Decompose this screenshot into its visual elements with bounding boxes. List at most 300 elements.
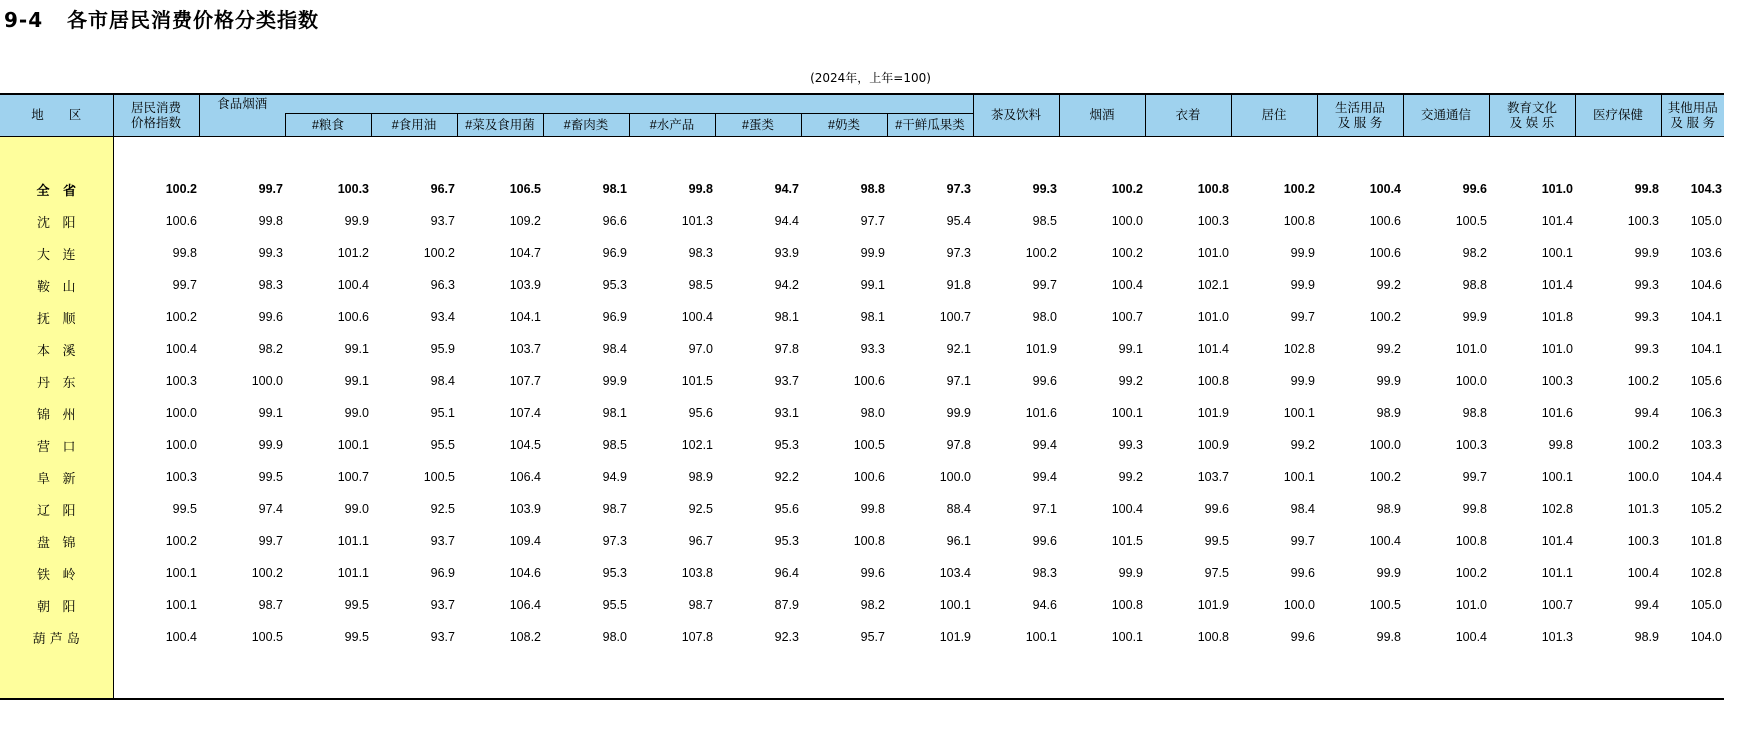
value-cell: 96.7 bbox=[430, 182, 455, 196]
value-cell: 97.0 bbox=[688, 342, 713, 356]
table-row bbox=[0, 557, 1724, 589]
value-cell: 100.8 bbox=[1197, 182, 1229, 196]
table-row bbox=[0, 429, 1724, 461]
value-cell: 100.6 bbox=[1369, 214, 1401, 228]
value-cell: 101.0 bbox=[1197, 246, 1229, 260]
value-cell: 100.3 bbox=[1455, 438, 1487, 452]
value-cell: 93.1 bbox=[774, 406, 799, 420]
header-food-sub-3: #畜肉类 bbox=[543, 114, 629, 137]
spacer-row bbox=[0, 137, 1724, 174]
value-cell: 98.2 bbox=[258, 342, 283, 356]
value-cell: 99.4 bbox=[1634, 598, 1659, 612]
value-cell: 93.3 bbox=[860, 342, 885, 356]
region-cell: 葫 芦 岛 bbox=[0, 621, 113, 653]
value-cell: 103.3 bbox=[1690, 438, 1722, 452]
header-after-2: 衣着 bbox=[1145, 94, 1231, 137]
header-food-sub-7: #干鲜瓜果类 bbox=[887, 114, 973, 137]
value-cell: 99.9 bbox=[1462, 310, 1487, 324]
value-cell: 98.7 bbox=[602, 502, 627, 516]
value-cell: 100.6 bbox=[853, 470, 885, 484]
table-row bbox=[0, 269, 1724, 301]
value-cell: 100.8 bbox=[1197, 374, 1229, 388]
value-cell: 98.9 bbox=[1634, 630, 1659, 644]
value-cell: 100.7 bbox=[337, 470, 369, 484]
value-cell: 101.1 bbox=[337, 566, 369, 580]
value-cell: 99.1 bbox=[258, 406, 283, 420]
value-cell: 98.9 bbox=[688, 470, 713, 484]
value-cell: 98.1 bbox=[602, 406, 627, 420]
value-cell: 99.3 bbox=[1032, 182, 1057, 196]
value-cell: 95.6 bbox=[688, 406, 713, 420]
value-cell: 100.6 bbox=[1369, 246, 1401, 260]
value-cell: 103.9 bbox=[509, 278, 541, 292]
value-cell: 100.8 bbox=[1197, 630, 1229, 644]
value-cell: 95.3 bbox=[774, 438, 799, 452]
value-cell: 106.4 bbox=[509, 598, 541, 612]
value-cell: 97.8 bbox=[774, 342, 799, 356]
value-cell: 100.1 bbox=[165, 598, 197, 612]
table-row bbox=[0, 621, 1724, 653]
value-cell: 101.2 bbox=[337, 246, 369, 260]
value-cell: 99.5 bbox=[258, 470, 283, 484]
value-cell: 98.8 bbox=[1462, 278, 1487, 292]
value-cell: 102.8 bbox=[1690, 566, 1722, 580]
region-cell: 铁 岭 bbox=[0, 557, 113, 589]
value-cell: 92.5 bbox=[430, 502, 455, 516]
value-cell: 98.7 bbox=[688, 598, 713, 612]
value-cell: 100.1 bbox=[165, 566, 197, 580]
value-cell: 98.3 bbox=[688, 246, 713, 260]
value-cell: 99.0 bbox=[344, 406, 369, 420]
region-bottom-spacer bbox=[0, 653, 113, 699]
value-cell: 98.0 bbox=[860, 406, 885, 420]
header-food-sub-6: #奶类 bbox=[801, 114, 887, 137]
value-cell: 100.1 bbox=[337, 438, 369, 452]
value-cell: 99.4 bbox=[1032, 470, 1057, 484]
value-cell: 99.7 bbox=[1462, 470, 1487, 484]
value-cell: 99.8 bbox=[258, 214, 283, 228]
region-cell: 鞍 山 bbox=[0, 269, 113, 301]
value-cell: 104.6 bbox=[1690, 278, 1722, 292]
value-cell: 99.9 bbox=[1290, 246, 1315, 260]
value-cell: 101.6 bbox=[1025, 406, 1057, 420]
value-cell: 98.0 bbox=[1032, 310, 1057, 324]
value-cell: 100.4 bbox=[1369, 534, 1401, 548]
value-cell: 108.2 bbox=[509, 630, 541, 644]
value-cell: 101.8 bbox=[1541, 310, 1573, 324]
value-cell: 107.4 bbox=[509, 406, 541, 420]
value-cell: 104.7 bbox=[509, 246, 541, 260]
header-food-sub-1: #食用油 bbox=[371, 114, 457, 137]
value-cell: 100.2 bbox=[423, 246, 455, 260]
region-cell: 丹 东 bbox=[0, 365, 113, 397]
region-cell: 锦 州 bbox=[0, 397, 113, 429]
value-cell: 97.1 bbox=[946, 374, 971, 388]
value-cell: 100.7 bbox=[939, 310, 971, 324]
value-cell: 98.4 bbox=[430, 374, 455, 388]
value-cell: 99.9 bbox=[1290, 374, 1315, 388]
table-row bbox=[0, 333, 1724, 365]
value-cell: 100.3 bbox=[337, 182, 369, 196]
value-cell: 98.1 bbox=[774, 310, 799, 324]
value-cell: 99.6 bbox=[1032, 534, 1057, 548]
value-cell: 104.4 bbox=[1690, 470, 1722, 484]
value-cell: 92.1 bbox=[946, 342, 971, 356]
header-after-4: 生活用品 及 服 务 bbox=[1317, 94, 1403, 137]
value-cell: 100.0 bbox=[1369, 438, 1401, 452]
value-cell: 99.6 bbox=[860, 566, 885, 580]
value-cell: 99.1 bbox=[1118, 342, 1143, 356]
value-cell: 99.3 bbox=[1118, 438, 1143, 452]
region-cell: 阜 新 bbox=[0, 461, 113, 493]
value-cell: 100.0 bbox=[165, 438, 197, 452]
value-cell: 99.9 bbox=[860, 246, 885, 260]
value-cell: 100.4 bbox=[681, 310, 713, 324]
value-cell: 96.9 bbox=[602, 310, 627, 324]
value-cell: 100.2 bbox=[1111, 182, 1143, 196]
bottom-spacer-cell bbox=[113, 653, 1724, 699]
value-cell: 95.4 bbox=[946, 214, 971, 228]
value-cell: 99.3 bbox=[258, 246, 283, 260]
value-cell: 99.8 bbox=[1548, 438, 1573, 452]
value-cell: 100.2 bbox=[1627, 374, 1659, 388]
value-cell: 99.2 bbox=[1118, 470, 1143, 484]
table-row bbox=[0, 397, 1724, 429]
spacer-cell bbox=[113, 137, 1724, 174]
header-food-sub-2: #菜及食用菌 bbox=[457, 114, 543, 137]
value-cell: 107.7 bbox=[509, 374, 541, 388]
value-cell: 98.3 bbox=[1032, 566, 1057, 580]
value-cell: 99.7 bbox=[1290, 534, 1315, 548]
value-cell: 101.6 bbox=[1541, 406, 1573, 420]
value-cell: 100.3 bbox=[1627, 534, 1659, 548]
value-cell: 100.0 bbox=[251, 374, 283, 388]
value-cell: 97.3 bbox=[602, 534, 627, 548]
value-cell: 100.1 bbox=[1283, 470, 1315, 484]
value-cell: 99.3 bbox=[1634, 310, 1659, 324]
value-cell: 99.5 bbox=[344, 598, 369, 612]
value-cell: 100.4 bbox=[1627, 566, 1659, 580]
value-cell: 100.5 bbox=[423, 470, 455, 484]
value-cell: 100.0 bbox=[1627, 470, 1659, 484]
value-cell: 101.0 bbox=[1455, 598, 1487, 612]
value-cell: 104.3 bbox=[1690, 182, 1722, 196]
value-cell: 100.7 bbox=[1541, 598, 1573, 612]
value-cell: 100.1 bbox=[1541, 470, 1573, 484]
value-cell: 99.7 bbox=[1290, 310, 1315, 324]
value-cell: 99.8 bbox=[1634, 182, 1659, 196]
value-cell: 99.9 bbox=[1634, 246, 1659, 260]
value-cell: 102.1 bbox=[681, 438, 713, 452]
value-cell: 100.8 bbox=[1111, 598, 1143, 612]
header-food: 食品烟酒 bbox=[199, 94, 285, 114]
value-cell: 102.8 bbox=[1541, 502, 1573, 516]
value-cell: 99.8 bbox=[860, 502, 885, 516]
value-cell: 100.5 bbox=[1455, 214, 1487, 228]
value-cell: 95.3 bbox=[602, 566, 627, 580]
value-cell: 101.1 bbox=[1541, 566, 1573, 580]
value-cell: 99.7 bbox=[258, 182, 283, 196]
header-after-6: 教育文化 及 娱 乐 bbox=[1489, 94, 1575, 137]
value-cell: 101.0 bbox=[1541, 342, 1573, 356]
value-cell: 104.5 bbox=[509, 438, 541, 452]
value-cell: 97.7 bbox=[860, 214, 885, 228]
value-cell: 100.2 bbox=[1455, 566, 1487, 580]
value-cell: 103.6 bbox=[1690, 246, 1722, 260]
table-row-total bbox=[0, 173, 1724, 205]
value-cell: 87.9 bbox=[774, 598, 799, 612]
header-after-5: 交通通信 bbox=[1403, 94, 1489, 137]
value-cell: 99.8 bbox=[172, 246, 197, 260]
value-cell: 98.1 bbox=[602, 182, 627, 196]
value-cell: 98.5 bbox=[1032, 214, 1057, 228]
value-cell: 100.1 bbox=[1541, 246, 1573, 260]
value-cell: 99.9 bbox=[602, 374, 627, 388]
value-cell: 105.0 bbox=[1690, 598, 1722, 612]
region-cell: 营 口 bbox=[0, 429, 113, 461]
value-cell: 99.6 bbox=[1290, 630, 1315, 644]
header-after-1: 烟酒 bbox=[1059, 94, 1145, 137]
table-row bbox=[0, 493, 1724, 525]
value-cell: 99.0 bbox=[344, 502, 369, 516]
value-cell: 109.2 bbox=[509, 214, 541, 228]
value-cell: 96.1 bbox=[946, 534, 971, 548]
value-cell: 94.2 bbox=[774, 278, 799, 292]
value-cell: 91.8 bbox=[946, 278, 971, 292]
value-cell: 93.4 bbox=[430, 310, 455, 324]
value-cell: 100.3 bbox=[165, 470, 197, 484]
value-cell: 98.5 bbox=[602, 438, 627, 452]
value-cell: 105.6 bbox=[1690, 374, 1722, 388]
value-cell: 100.2 bbox=[1369, 310, 1401, 324]
value-cell: 99.2 bbox=[1376, 342, 1401, 356]
value-cell: 106.3 bbox=[1690, 406, 1722, 420]
value-cell: 109.4 bbox=[509, 534, 541, 548]
value-cell: 92.5 bbox=[688, 502, 713, 516]
value-cell: 99.2 bbox=[1290, 438, 1315, 452]
value-cell: 101.0 bbox=[1541, 182, 1573, 196]
value-cell: 99.5 bbox=[172, 502, 197, 516]
value-cell: 99.4 bbox=[1634, 406, 1659, 420]
value-cell: 101.9 bbox=[939, 630, 971, 644]
value-cell: 104.6 bbox=[509, 566, 541, 580]
region-spacer bbox=[0, 137, 113, 174]
value-cell: 100.2 bbox=[165, 310, 197, 324]
value-cell: 100.1 bbox=[1111, 630, 1143, 644]
value-cell: 98.4 bbox=[1290, 502, 1315, 516]
table-row bbox=[0, 525, 1724, 557]
value-cell: 99.5 bbox=[344, 630, 369, 644]
value-cell: 98.0 bbox=[602, 630, 627, 644]
value-cell: 100.2 bbox=[1025, 246, 1057, 260]
value-cell: 101.0 bbox=[1197, 310, 1229, 324]
value-cell: 97.3 bbox=[946, 246, 971, 260]
region-cell: 本 溪 bbox=[0, 333, 113, 365]
value-cell: 100.4 bbox=[1111, 278, 1143, 292]
value-cell: 100.2 bbox=[1627, 438, 1659, 452]
value-cell: 92.2 bbox=[774, 470, 799, 484]
value-cell: 99.3 bbox=[1634, 278, 1659, 292]
header-row-main bbox=[0, 94, 1724, 114]
value-cell: 100.5 bbox=[853, 438, 885, 452]
value-cell: 100.2 bbox=[165, 534, 197, 548]
value-cell: 104.1 bbox=[1690, 310, 1722, 324]
value-cell: 101.9 bbox=[1025, 342, 1057, 356]
value-cell: 99.9 bbox=[1118, 566, 1143, 580]
value-cell: 96.9 bbox=[430, 566, 455, 580]
value-cell: 100.2 bbox=[1369, 470, 1401, 484]
header-region: 地 区 bbox=[0, 94, 113, 137]
value-cell: 99.4 bbox=[1032, 438, 1057, 452]
value-cell: 100.2 bbox=[251, 566, 283, 580]
value-cell: 99.8 bbox=[1376, 630, 1401, 644]
value-cell: 99.7 bbox=[258, 534, 283, 548]
value-cell: 101.0 bbox=[1455, 342, 1487, 356]
header-cpi: 居民消费 价格指数 bbox=[113, 94, 199, 137]
unit-note bbox=[0, 69, 1747, 86]
value-cell: 100.3 bbox=[1197, 214, 1229, 228]
value-cell: 96.6 bbox=[602, 214, 627, 228]
region-cell: 全 省 bbox=[0, 173, 113, 205]
value-cell: 103.9 bbox=[509, 502, 541, 516]
region-cell: 辽 阳 bbox=[0, 493, 113, 525]
value-cell: 97.4 bbox=[258, 502, 283, 516]
header-food-spacer bbox=[285, 94, 973, 114]
value-cell: 95.3 bbox=[602, 278, 627, 292]
value-cell: 101.5 bbox=[1111, 534, 1143, 548]
value-cell: 95.7 bbox=[860, 630, 885, 644]
value-cell: 100.4 bbox=[165, 630, 197, 644]
table-row bbox=[0, 365, 1724, 397]
value-cell: 94.9 bbox=[602, 470, 627, 484]
value-cell: 100.1 bbox=[1283, 406, 1315, 420]
table-row bbox=[0, 461, 1724, 493]
region-cell: 抚 顺 bbox=[0, 301, 113, 333]
value-cell: 98.9 bbox=[1376, 502, 1401, 516]
value-cell: 97.5 bbox=[1204, 566, 1229, 580]
value-cell: 98.9 bbox=[1376, 406, 1401, 420]
header-food-sub-5: #蛋类 bbox=[715, 114, 801, 137]
value-cell: 97.8 bbox=[946, 438, 971, 452]
value-cell: 101.8 bbox=[1690, 534, 1722, 548]
table-row bbox=[0, 589, 1724, 621]
value-cell: 99.2 bbox=[1376, 278, 1401, 292]
value-cell: 100.2 bbox=[1111, 246, 1143, 260]
value-cell: 105.2 bbox=[1690, 502, 1722, 516]
value-cell: 99.1 bbox=[860, 278, 885, 292]
value-cell: 105.0 bbox=[1690, 214, 1722, 228]
value-cell: 99.9 bbox=[946, 406, 971, 420]
value-cell: 99.1 bbox=[344, 342, 369, 356]
value-cell: 101.4 bbox=[1541, 278, 1573, 292]
table-body bbox=[0, 137, 1724, 700]
value-cell: 103.4 bbox=[939, 566, 971, 580]
value-cell: 95.5 bbox=[430, 438, 455, 452]
value-cell: 100.6 bbox=[165, 214, 197, 228]
value-cell: 101.5 bbox=[681, 374, 713, 388]
value-cell: 99.6 bbox=[1032, 374, 1057, 388]
value-cell: 99.7 bbox=[1032, 278, 1057, 292]
region-cell: 朝 阳 bbox=[0, 589, 113, 621]
value-cell: 95.3 bbox=[774, 534, 799, 548]
value-cell: 99.2 bbox=[1118, 374, 1143, 388]
value-cell: 103.8 bbox=[681, 566, 713, 580]
value-cell: 100.1 bbox=[939, 598, 971, 612]
value-cell: 100.3 bbox=[1627, 214, 1659, 228]
value-cell: 98.8 bbox=[1462, 406, 1487, 420]
value-cell: 101.1 bbox=[337, 534, 369, 548]
value-cell: 100.4 bbox=[165, 342, 197, 356]
value-cell: 99.8 bbox=[688, 182, 713, 196]
value-cell: 100.2 bbox=[165, 182, 197, 196]
value-cell: 94.6 bbox=[1032, 598, 1057, 612]
value-cell: 100.0 bbox=[1283, 598, 1315, 612]
value-cell: 99.6 bbox=[1462, 182, 1487, 196]
value-cell: 101.3 bbox=[681, 214, 713, 228]
value-cell: 93.7 bbox=[430, 598, 455, 612]
value-cell: 107.8 bbox=[681, 630, 713, 644]
table-row bbox=[0, 301, 1724, 333]
value-cell: 100.9 bbox=[1197, 438, 1229, 452]
region-cell: 大 连 bbox=[0, 237, 113, 269]
value-cell: 95.1 bbox=[430, 406, 455, 420]
value-cell: 98.2 bbox=[1462, 246, 1487, 260]
table-row bbox=[0, 205, 1724, 237]
value-cell: 98.5 bbox=[688, 278, 713, 292]
value-cell: 100.0 bbox=[1455, 374, 1487, 388]
value-cell: 99.9 bbox=[258, 438, 283, 452]
region-cell: 沈 阳 bbox=[0, 205, 113, 237]
header-food-blank bbox=[199, 114, 285, 137]
region-cell: 盘 锦 bbox=[0, 525, 113, 557]
value-cell: 100.1 bbox=[1111, 406, 1143, 420]
value-cell: 93.7 bbox=[430, 534, 455, 548]
value-cell: 100.8 bbox=[1455, 534, 1487, 548]
header-after-7: 医疗保健 bbox=[1575, 94, 1661, 137]
header-food-sub-0: #粮食 bbox=[285, 114, 371, 137]
value-cell: 96.7 bbox=[688, 534, 713, 548]
value-cell: 100.4 bbox=[1111, 502, 1143, 516]
value-cell: 99.9 bbox=[1376, 374, 1401, 388]
value-cell: 100.4 bbox=[337, 278, 369, 292]
header-food-sub-4: #水产品 bbox=[629, 114, 715, 137]
value-cell: 98.4 bbox=[602, 342, 627, 356]
value-cell: 106.4 bbox=[509, 470, 541, 484]
value-cell: 99.9 bbox=[344, 214, 369, 228]
value-cell: 103.7 bbox=[1197, 470, 1229, 484]
header-after-8: 其他用品 及 服 务 bbox=[1661, 94, 1724, 137]
bottom-spacer-row bbox=[0, 653, 1724, 699]
value-cell: 100.0 bbox=[939, 470, 971, 484]
value-cell: 94.4 bbox=[774, 214, 799, 228]
value-cell: 101.9 bbox=[1197, 598, 1229, 612]
value-cell: 96.9 bbox=[602, 246, 627, 260]
value-cell: 100.0 bbox=[165, 406, 197, 420]
value-cell: 98.3 bbox=[258, 278, 283, 292]
value-cell: 104.1 bbox=[1690, 342, 1722, 356]
value-cell: 100.2 bbox=[1283, 182, 1315, 196]
value-cell: 104.1 bbox=[509, 310, 541, 324]
value-cell: 95.6 bbox=[774, 502, 799, 516]
value-cell: 101.3 bbox=[1541, 630, 1573, 644]
value-cell: 93.9 bbox=[774, 246, 799, 260]
value-cell: 100.4 bbox=[1369, 182, 1401, 196]
unit-note-text: (2024年，上年=100) bbox=[810, 71, 931, 85]
value-cell: 99.7 bbox=[172, 278, 197, 292]
value-cell: 100.3 bbox=[1541, 374, 1573, 388]
value-cell: 101.4 bbox=[1541, 214, 1573, 228]
value-cell: 98.8 bbox=[860, 182, 885, 196]
